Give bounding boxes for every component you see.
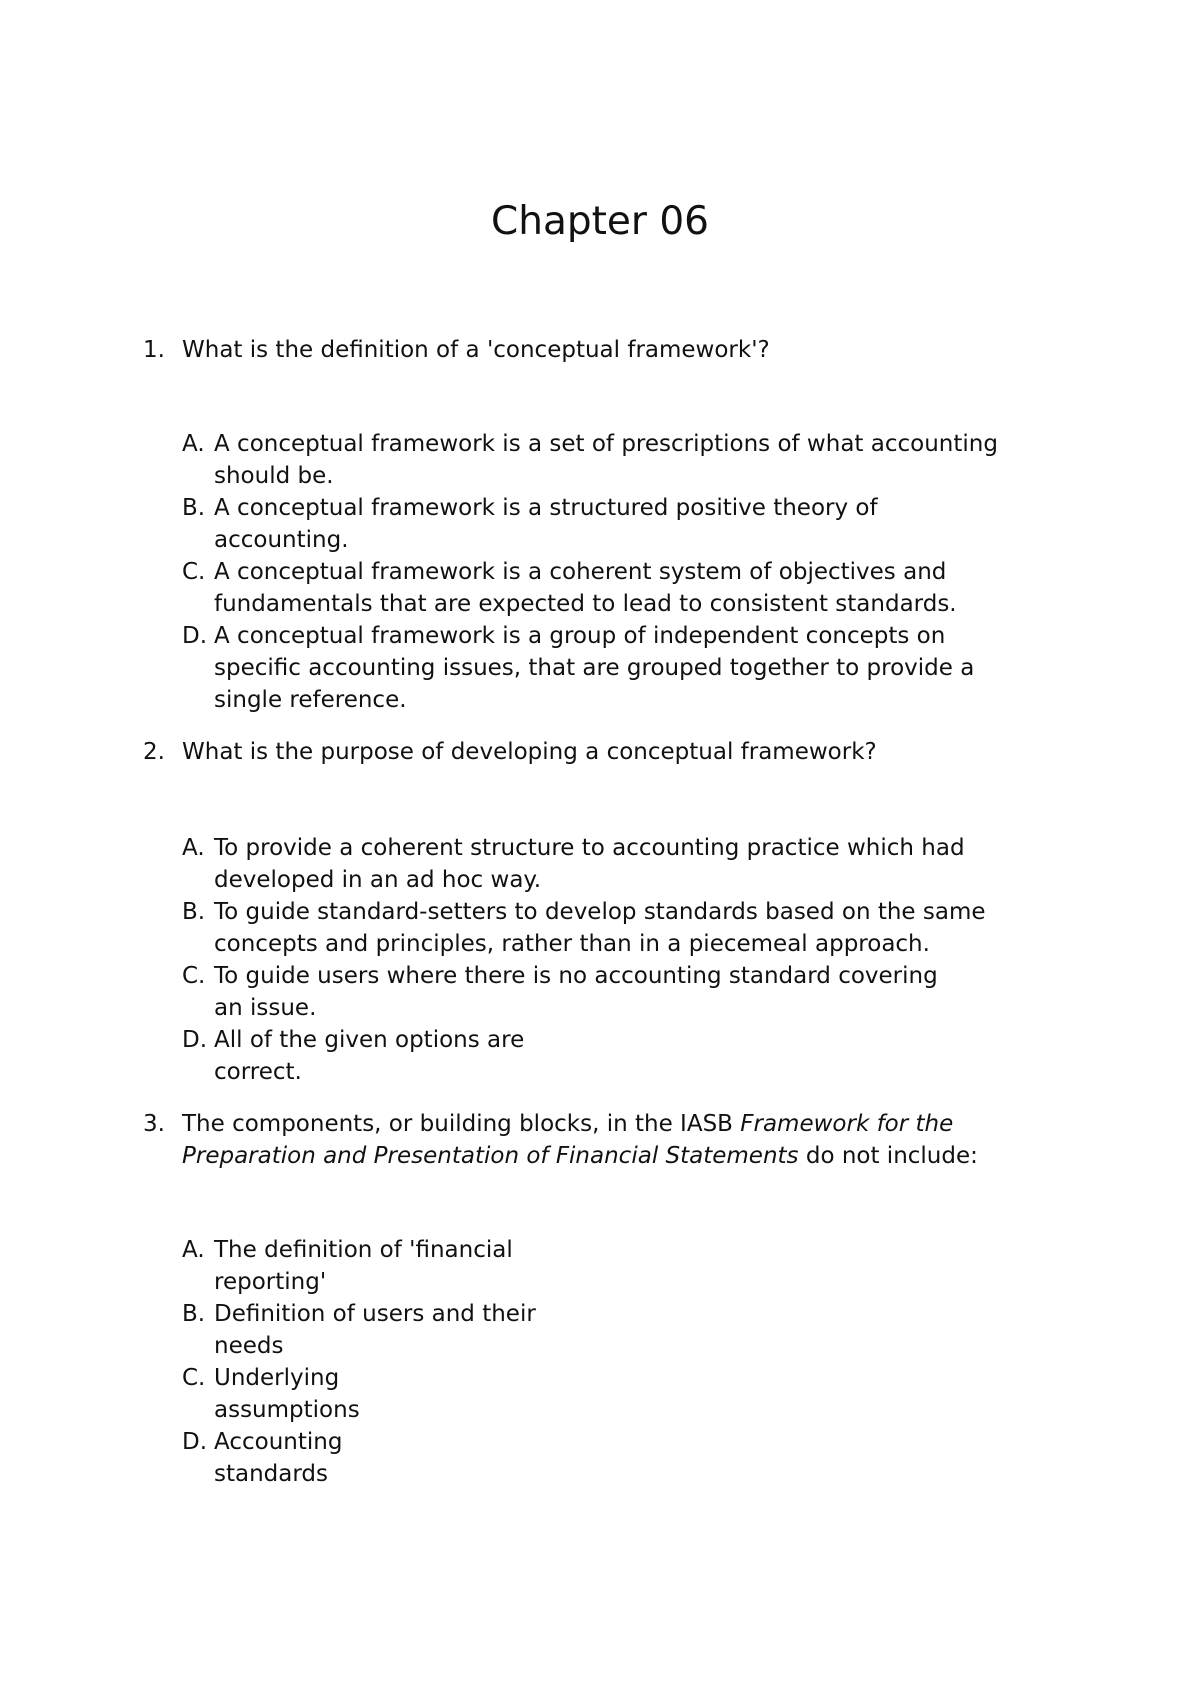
option-letter: D. [182,1027,208,1053]
option-a [182,428,1062,492]
question-text-part: The components, or building blocks, in the IASB [182,1111,741,1137]
option-line: Definition of users and their [214,1301,536,1327]
framework-title-italic: Framework for the [740,1111,954,1137]
option-line: A conceptual framework is a group of independent concepts on [214,623,946,649]
option-letter: B. [182,495,206,521]
option-b [182,1298,1062,1362]
question-number: 2. [143,739,165,765]
option-line: accounting. [214,527,349,553]
option-letter: A. [182,1237,205,1263]
option-line: The definition of 'financial [214,1237,513,1263]
framework-title-italic: Preparation and Presentation of Financial Statements [182,1143,799,1169]
option-letter: D. [182,1429,208,1455]
option-line: reporting' [214,1269,327,1295]
question-1 [143,334,1063,366]
option-d [182,1024,1062,1088]
option-line: To guide users where there is no accounting standard covering [214,963,938,989]
option-letter: B. [182,1301,206,1327]
page-title: Chapter 06 [491,199,709,244]
option-b [182,492,1062,556]
option-c [182,1362,1062,1426]
option-a [182,1234,1062,1298]
option-line: developed in an ad hoc way. [214,867,542,893]
question-2 [143,736,1063,768]
question-text-part: do not include: [798,1143,978,1169]
question-text: What is the purpose of developing a conceptual framework? [182,739,877,765]
question-text [182,1108,1063,1172]
option-letter: C. [182,559,206,585]
question-3 [143,1108,1063,1172]
option-line: needs [214,1333,284,1359]
option-a [182,832,1062,896]
question-text: What is the definition of a 'conceptual framework'? [182,337,770,363]
option-line: correct. [214,1059,302,1085]
option-letter: A. [182,835,205,861]
option-line: concepts and principles, rather than in a piecemeal approach. [214,931,930,957]
option-line: an issue. [214,995,317,1021]
option-b [182,896,1062,960]
question-2-options [182,832,1062,1088]
option-line: All of the given options are [214,1027,525,1053]
option-line: A conceptual framework is a structured positive theory of [214,495,878,521]
option-line: Accounting [214,1429,343,1455]
option-line: single reference. [214,687,407,713]
question-number: 3. [143,1111,165,1137]
option-line: A conceptual framework is a coherent system of objectives and [214,559,947,585]
option-line: To guide standard-setters to develop standards based on the same [214,899,986,925]
option-d [182,620,1062,716]
option-letter: A. [182,431,205,457]
option-d [182,1426,1062,1490]
option-c [182,960,1062,1024]
option-line: A conceptual framework is a set of prescriptions of what accounting [214,431,998,457]
option-letter: D. [182,623,208,649]
option-c [182,556,1062,620]
option-line: standards [214,1461,329,1487]
option-letter: C. [182,963,206,989]
question-1-options [182,428,1062,716]
option-line: should be. [214,463,334,489]
option-line: specific accounting issues, that are grouped together to provide a [214,655,975,681]
option-letter: C. [182,1365,206,1391]
question-number: 1. [143,337,165,363]
option-line: To provide a coherent structure to accounting practice which had [214,835,965,861]
option-line: Underlying [214,1365,340,1391]
option-line: assumptions [214,1397,360,1423]
option-letter: B. [182,899,206,925]
option-line: fundamentals that are expected to lead to consistent standards. [214,591,957,617]
question-3-options [182,1234,1062,1490]
